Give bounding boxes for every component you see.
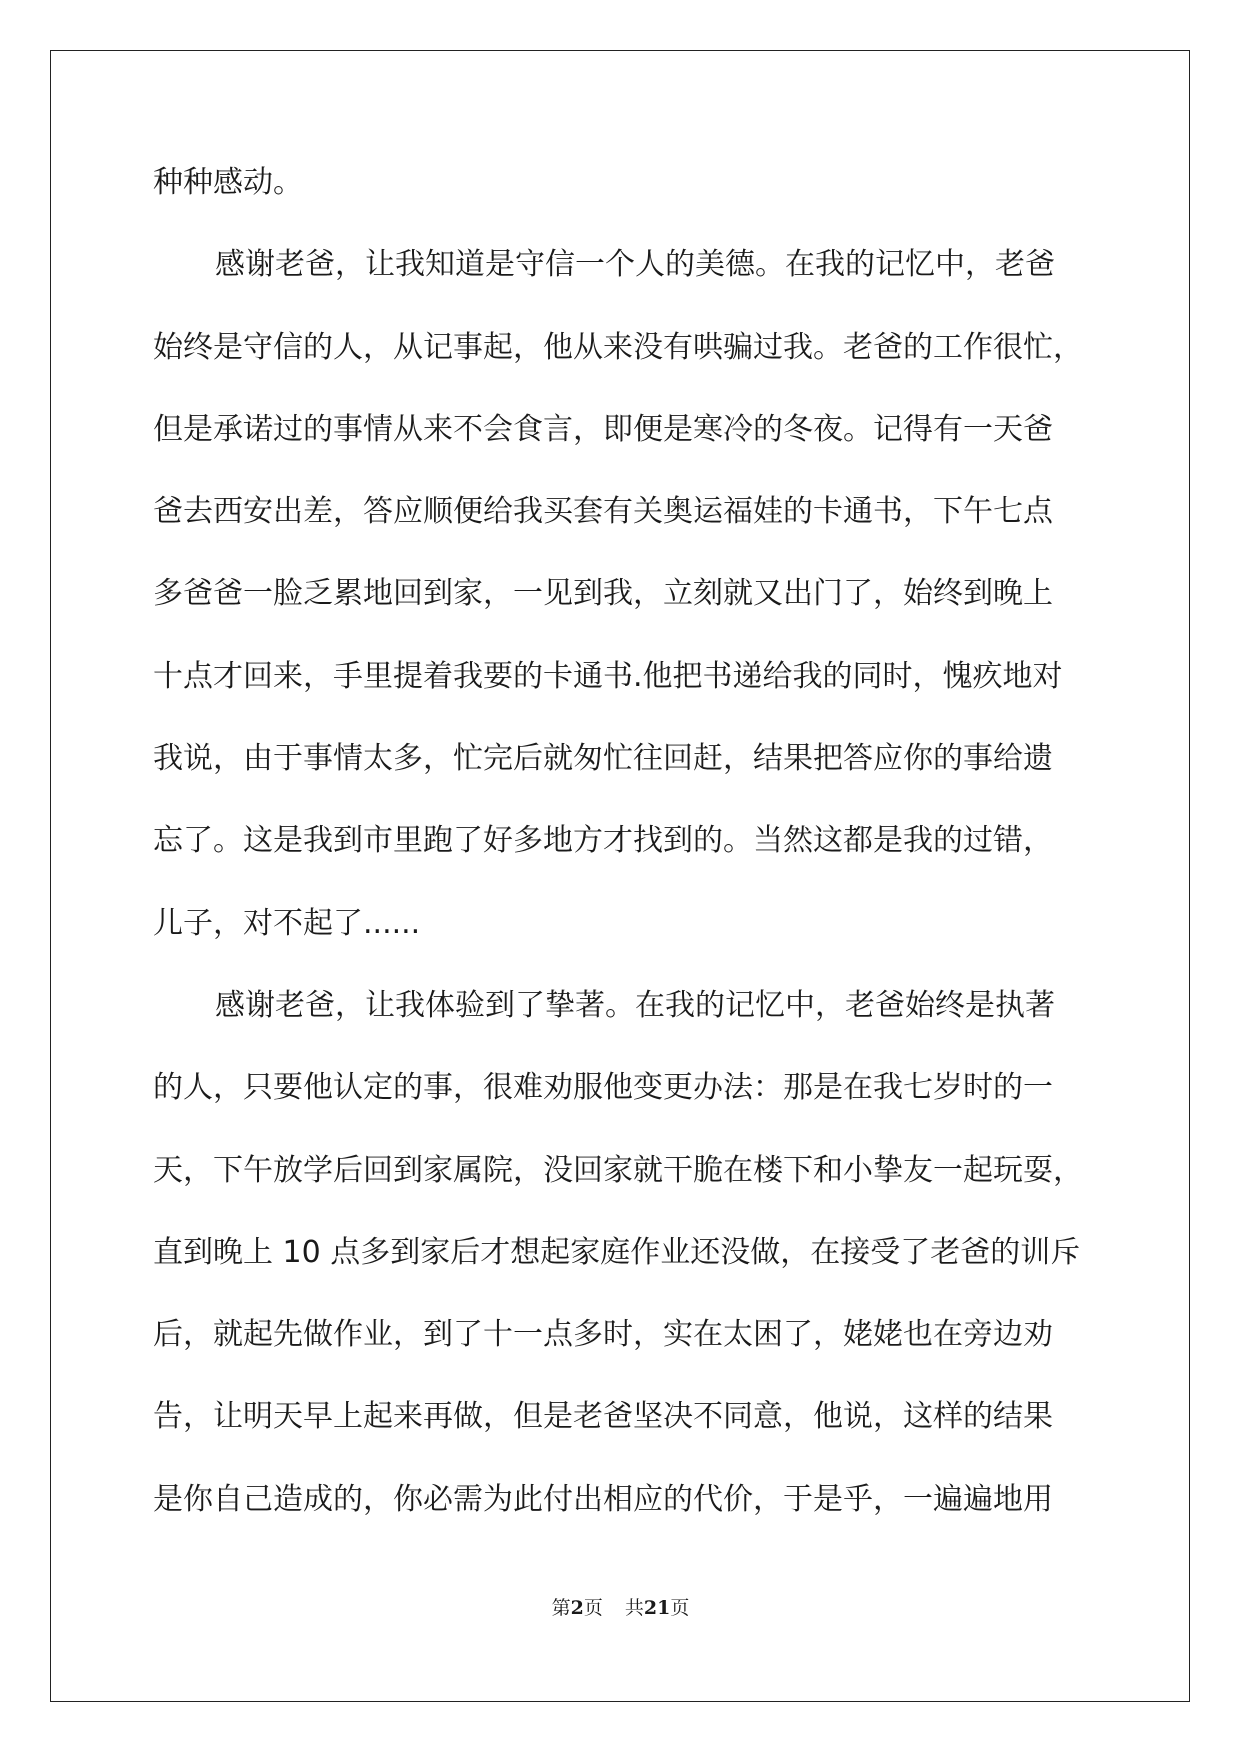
total-prefix: 共	[624, 1597, 644, 1619]
text-line: 始终是守信的人，从记事起，他从来没有哄骗过我。老爸的工作很忙，	[153, 329, 1083, 365]
text-line: 十点才回来，手里提着我要的卡通书.他把书递给我的同时，愧疚地对	[153, 658, 1063, 694]
text-line: 天，下午放学后回到家属院，没回家就干脆在楼下和小挚友一起玩耍，	[153, 1152, 1083, 1188]
page-suffix: 页	[583, 1597, 603, 1619]
text-line: 儿子，对不起了......	[153, 905, 421, 941]
page-number: 2	[570, 1597, 584, 1619]
paragraph-start-line: 感谢老爸，让我知道是守信一个人的美德。在我的记忆中，老爸	[215, 247, 1055, 283]
text-line: 但是承诺过的事情从来不会食言，即便是寒冷的冬夜。记得有一天爸	[153, 411, 1053, 447]
text-line: 的人，只要他认定的事，很难劝服他变更办法：那是在我七岁时的一	[153, 1070, 1053, 1106]
text-line: 多爸爸一脸乏累地回到家，一见到我，立刻就又出门了，始终到晚上	[153, 576, 1053, 612]
total-pages: 21	[643, 1597, 671, 1619]
page-prefix: 第	[551, 1597, 571, 1619]
body-text	[153, 158, 1088, 1557]
page-footer	[0, 1596, 1241, 1620]
text-line: 种种感动。	[153, 165, 303, 200]
text-line: 直到晚上 10 点多到家后才想起家庭作业还没做，在接受了老爸的训斥	[153, 1234, 1081, 1270]
text-line: 爸去西安出差，答应顺便给我买套有关奥运福娃的卡通书，下午七点	[153, 494, 1053, 530]
total-suffix: 页	[670, 1597, 690, 1619]
text-line: 告，让明天早上起来再做，但是老爸坚决不同意，他说，这样的结果	[153, 1399, 1053, 1435]
paragraph-start-line: 感谢老爸，让我体验到了挚著。在我的记忆中，老爸始终是执著	[215, 987, 1055, 1023]
text-line: 忘了。这是我到市里跑了好多地方才找到的。当然这都是我的过错，	[153, 823, 1053, 859]
text-line: 我说，由于事情太多，忙完后就匆忙往回赶，结果把答应你的事给遗	[153, 741, 1053, 777]
text-line: 后，就起先做作业，到了十一点多时，实在太困了，姥姥也在旁边劝	[153, 1317, 1053, 1353]
text-line: 是你自己造成的，你必需为此付出相应的代价，于是乎，一遍遍地用	[153, 1481, 1053, 1517]
